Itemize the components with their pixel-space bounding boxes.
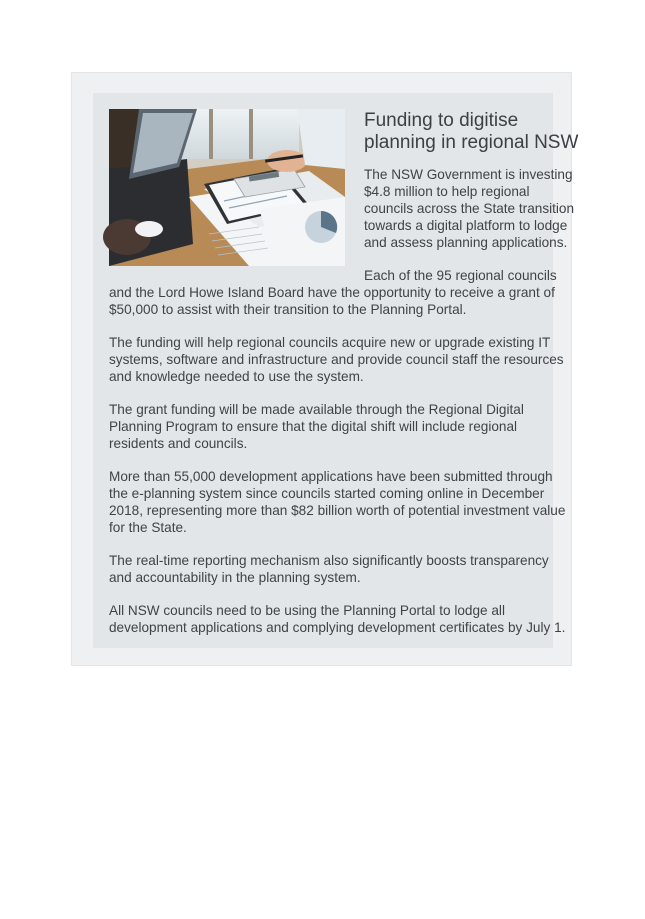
intro-line: $4.8 million to help regional: [364, 184, 530, 199]
intro-line: councils across the State transition: [364, 201, 575, 216]
page-frame: [71, 72, 579, 666]
intro-line: and assess planning applications.: [364, 235, 568, 250]
article-photo: [109, 109, 345, 266]
intro-line: The NSW Government is investing: [364, 167, 573, 182]
article-paragraph: The real-time reporting mechanism also significantly boosts transparency and accountability in the planning system.: [109, 553, 549, 585]
article-content: [109, 109, 579, 652]
article-paragraph: More than 55,000 development applications have been submitted through the e-planning system since councils started coming online in December 2018, representing more than $82 billion worth of potential investment value for the State.: [109, 469, 566, 535]
article-panel: [93, 93, 579, 648]
article-paragraph: All NSW councils need to be using the Planning Portal to lodge all development applications and complying development certificates by July 1.: [109, 603, 566, 635]
headline-line: Funding to digitise: [364, 110, 519, 131]
article-paragraph: The grant funding will be made available through the Regional Digital Planning Program to ensure that the digital shift will include regional residents and councils.: [109, 402, 524, 451]
article-paragraph: The funding will help regional councils acquire new or upgrade existing IT systems, software and infrastructure and provide council staff the resources and knowledge needed to use the system.: [109, 335, 564, 384]
intro-line: towards a digital platform to lodge: [364, 218, 568, 233]
headline-line: planning in regional NSW: [364, 132, 579, 153]
article-paragraph: Each of the 95 regional councils and the Lord Howe Island Board have the opportunity to receive a grant of $50,000 to assist with their transition to the Planning Portal.: [109, 268, 557, 317]
